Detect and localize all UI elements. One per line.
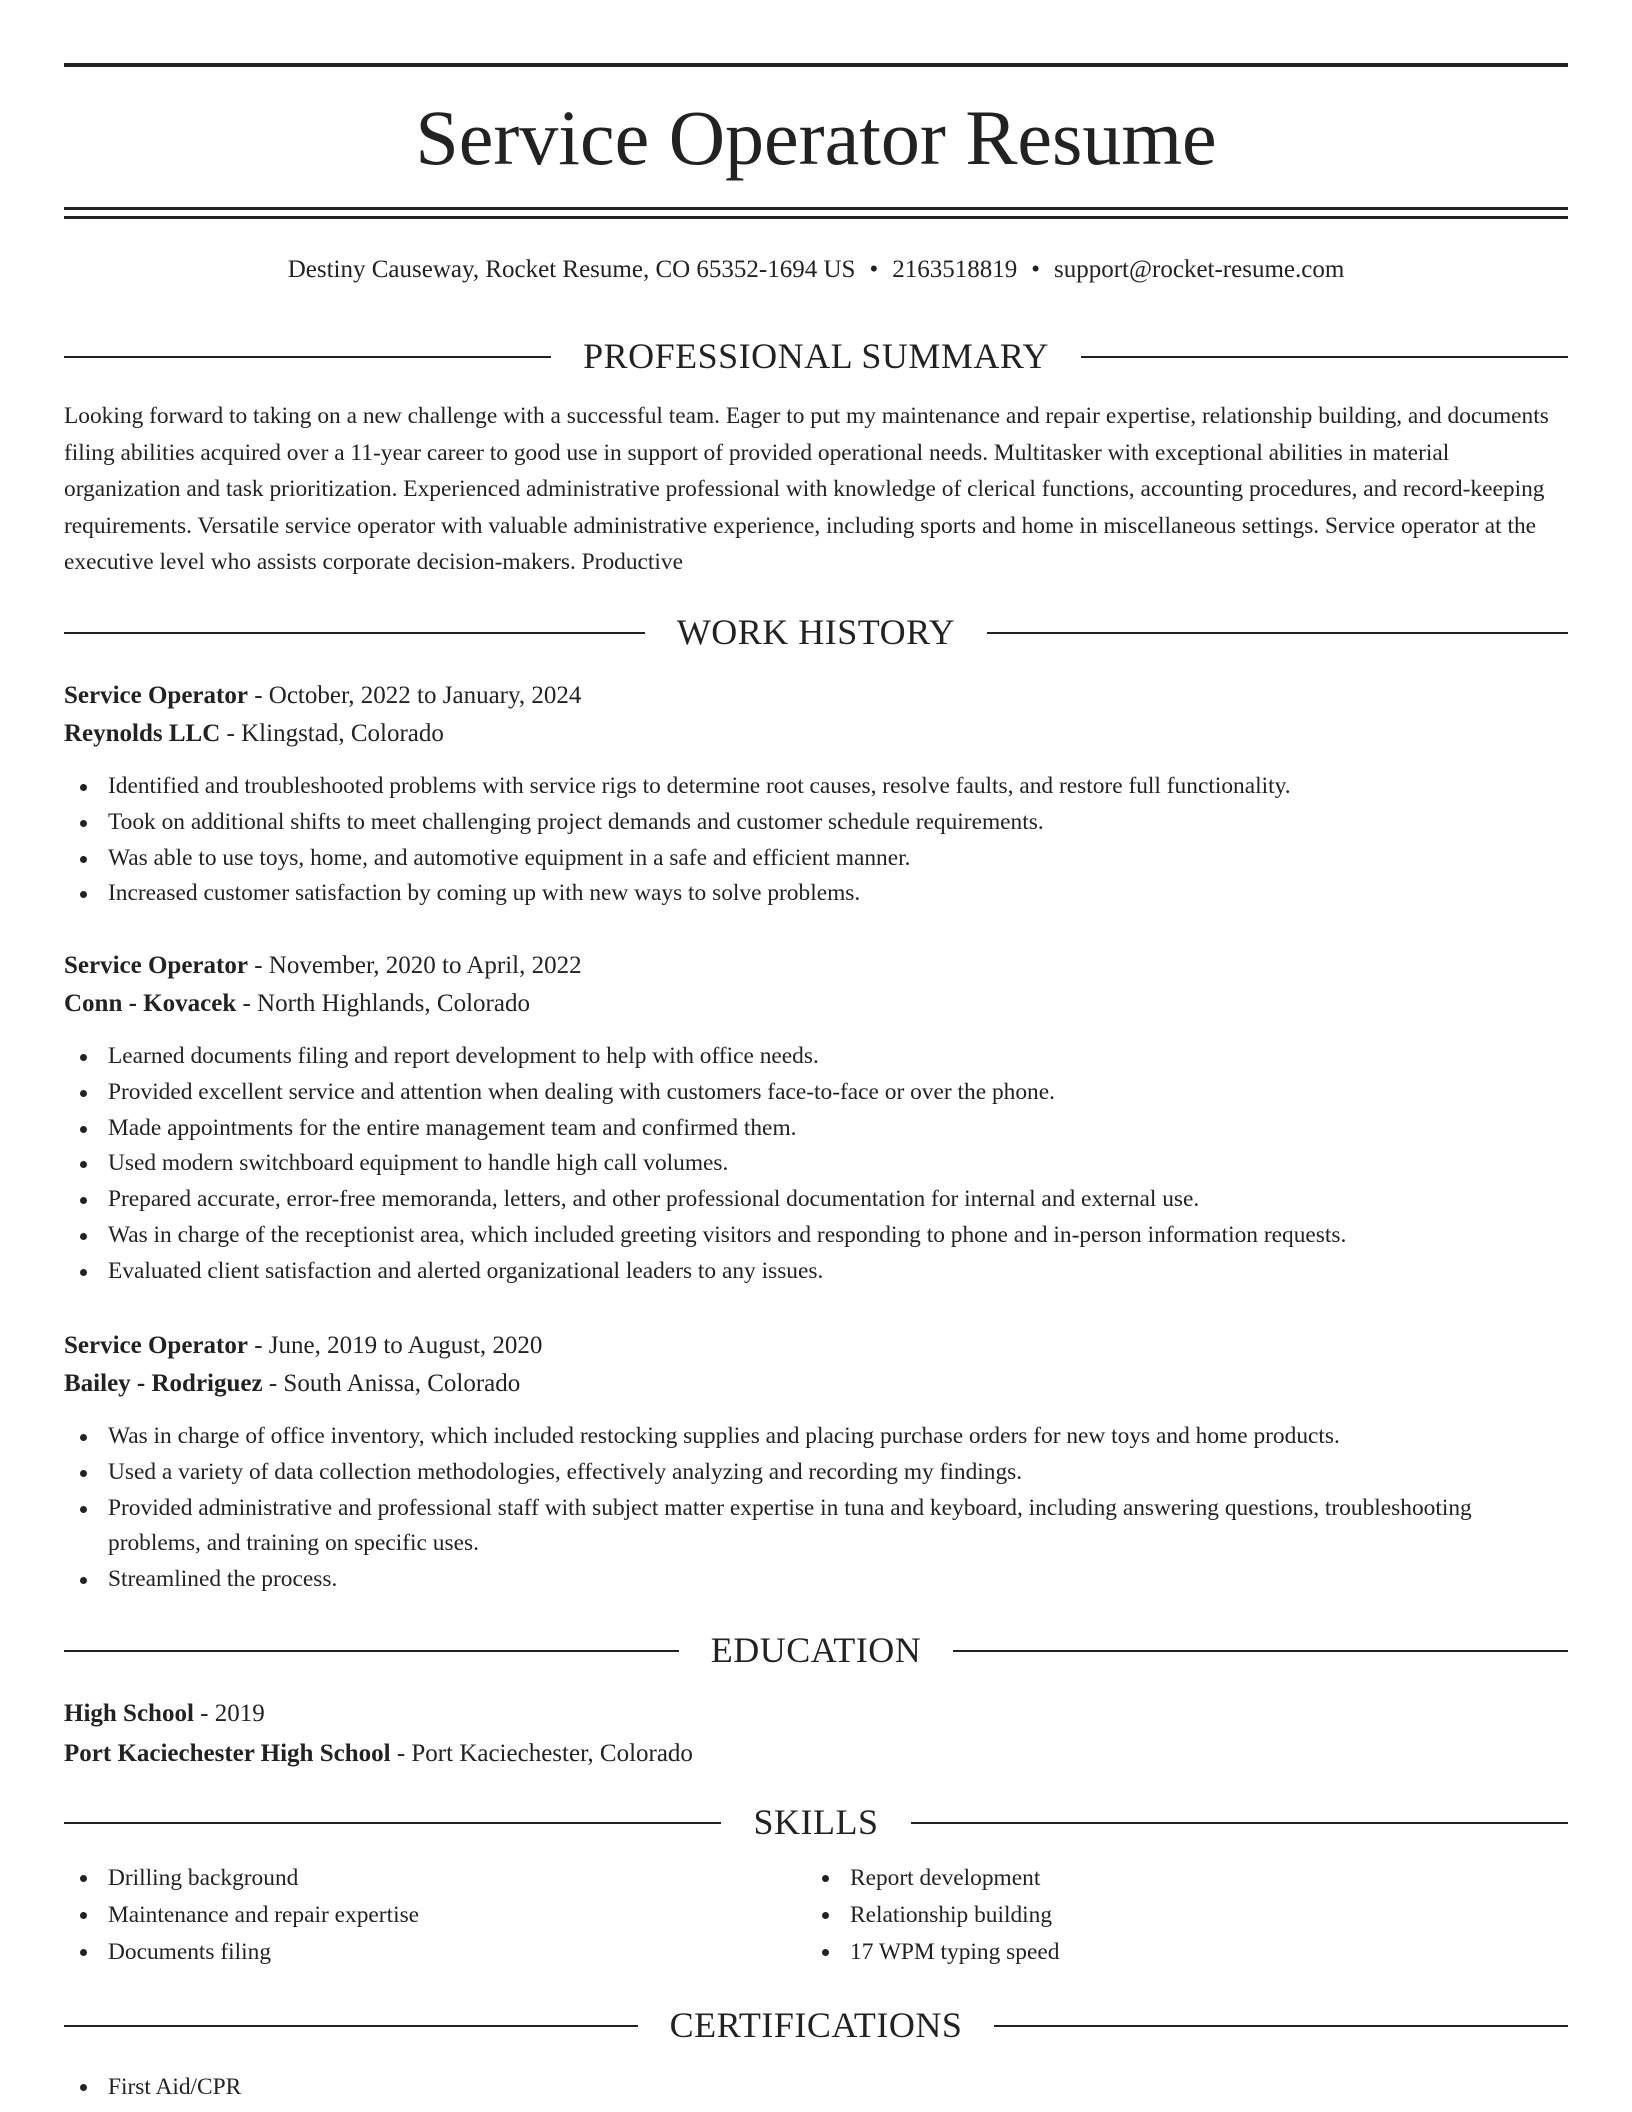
list-item: Learned documents filing and report development to help with office needs. [64,1039,1568,1075]
education-entry [64,1694,1568,1774]
contact-phone: 2163518819 [892,256,1018,283]
top-rule [64,63,1568,67]
job-title-line [64,677,1568,715]
skills-list [806,1860,1546,1971]
list-item: Used a variety of data collection methodologies, effectively analyzing and recording my findings. [64,1455,1568,1491]
job-title: Service Operator [64,682,248,709]
list-item: Prepared accurate, error-free memoranda, letters, and other professional documentation for internal and external use. [64,1182,1568,1218]
list-item: Evaluated client satisfaction and alerted organizational leaders to any issues. [64,1254,1568,1290]
section-title-education: EDUCATION [679,1630,953,1670]
section-title-work: WORK HISTORY [645,612,987,652]
list-item: Drilling background [64,1860,804,1897]
job-company-line [64,715,1568,753]
section-header-certifications [64,2002,1568,2048]
job-company: Reynolds LLC [64,720,221,747]
section-title-certifications: CERTIFICATIONS [638,2005,995,2045]
list-item: Increased customer satisfaction by coming up with new ways to solve problems. [64,876,1568,912]
job-title-line [64,1327,1568,1365]
job-location: - South Anissa, Colorado [268,1370,521,1397]
section-header-education [64,1627,1568,1673]
page-title: Service Operator Resume [415,94,1217,181]
skills-column-left [64,1860,804,1971]
education-degree-line [64,1694,1568,1734]
list-item: Was able to use toys, home, and automotive equipment in a safe and efficient manner. [64,841,1568,877]
job-dates: - November, 2020 to April, 2022 [254,952,582,979]
job-company: Bailey - Rodriguez [64,1370,263,1397]
skills-list [64,1860,804,1971]
list-item: Provided administrative and professional staff with subject matter expertise in tuna and keyboard, including answering questions, troubleshooting problems, and training on specific uses. [64,1491,1568,1563]
section-title-skills: SKILLS [721,1802,910,1842]
list-item: Made appointments for the entire management team and confirmed them. [64,1111,1568,1147]
list-item: Took on additional shifts to meet challenging project demands and customer schedule requirements. [64,805,1568,841]
job-entry [64,1327,1568,1598]
education-school: Port Kaciechester High School [64,1740,391,1767]
job-entry [64,947,1568,1290]
contact-line [64,252,1568,288]
list-item: Report development [806,1860,1546,1897]
contact-email: support@rocket-resume.com [1054,256,1345,283]
contact-separator: • [1031,256,1040,283]
job-dates: - October, 2022 to January, 2024 [254,682,582,709]
list-item: Provided excellent service and attention when dealing with customers face-to-face or over the phone. [64,1075,1568,1111]
education-location: - Port Kaciechester, Colorado [396,1740,693,1767]
job-company-line [64,1365,1568,1403]
list-item: Was in charge of office inventory, which included restocking supplies and placing purchase orders for new toys and home products. [64,1419,1568,1455]
section-header-work [64,609,1568,655]
section-header-summary [64,333,1568,379]
certifications-list-container [64,2069,1568,2105]
list-item: Identified and troubleshooted problems with service rigs to determine root causes, resolve faults, and restore full functionality. [64,769,1568,805]
job-title: Service Operator [64,952,248,979]
title-rule-upper [64,207,1568,210]
list-item: Relationship building [806,1897,1546,1934]
section-title-summary: PROFESSIONAL SUMMARY [551,336,1081,376]
job-bullets [64,769,1568,912]
list-item: 17 WPM typing speed [806,1934,1546,1971]
job-location: - North Highlands, Colorado [242,990,530,1017]
job-entry [64,677,1568,912]
summary-text: Looking forward to taking on a new challenge with a successful team. Eager to put my maintenance and repair expertise, relationship building, and documents filing abilities acquired over a 11-year career to good use in support of provided operational needs. Multitasker with exceptional abilities in material organization and task prioritization. Experienced administrative professional with knowledge of clerical functions, accounting procedures, and record-keeping requirements. Versatile service operator with valuable administrative experience, including sports and home in miscellaneous settings. Service operator at the executive level who assists corporate decision-makers. Productive [64,403,1549,575]
job-company: Conn - Kovacek [64,990,237,1017]
skills-column-right [806,1860,1546,1971]
job-title: Service Operator [64,1332,248,1359]
list-item: Maintenance and repair expertise [64,1897,804,1934]
section-header-skills [64,1799,1568,1845]
education-school-line [64,1734,1568,1774]
job-title-line [64,947,1568,985]
list-item: Documents filing [64,1934,804,1971]
education-degree: High School [64,1700,194,1727]
job-bullets [64,1419,1568,1598]
contact-address: Destiny Causeway, Rocket Resume, CO 65352-1694 US [287,256,856,283]
list-item: First Aid/CPR [64,2069,1568,2105]
job-bullets [64,1039,1568,1290]
list-item: Was in charge of the receptionist area, which included greeting visitors and responding to phone and in-person information requests. [64,1218,1568,1254]
contact-separator: • [869,256,879,283]
job-dates: - June, 2019 to August, 2020 [254,1332,543,1359]
certifications-list [64,2069,1568,2105]
list-item: Used modern switchboard equipment to handle high call volumes. [64,1146,1568,1182]
list-item: Streamlined the process. [64,1562,1568,1598]
job-company-line [64,985,1568,1023]
job-location: - Klingstad, Colorado [226,720,444,747]
education-year: - 2019 [200,1700,265,1727]
title-rule-lower [64,216,1568,219]
